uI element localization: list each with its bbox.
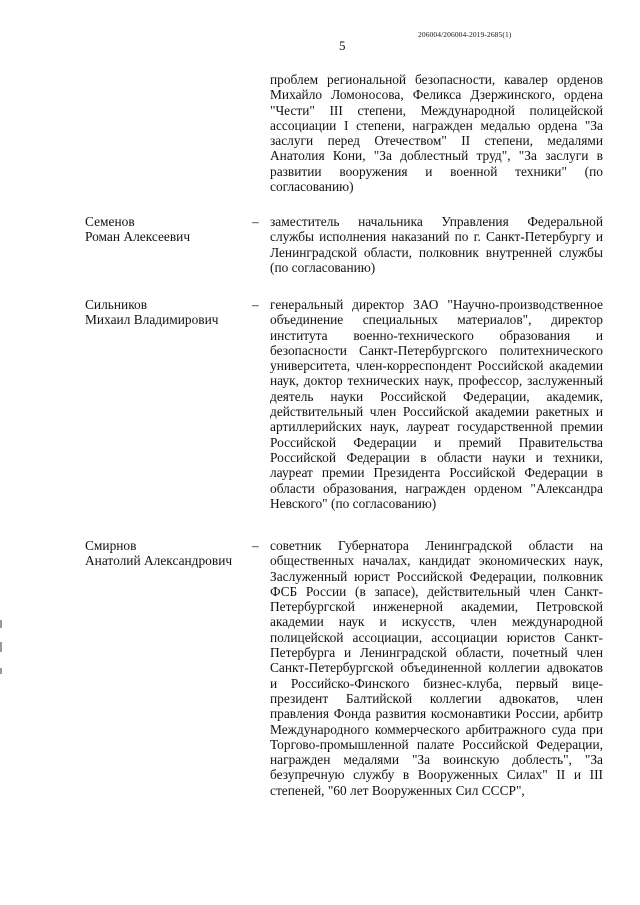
page-number: 5 xyxy=(339,38,346,53)
given-names: Роман Алексеевич xyxy=(85,229,191,245)
scan-margin-mark xyxy=(0,620,2,628)
person-description: заместитель начальника Управления Федеральной службы исполнения наказаний по г. Санкт-Петербургу и Ленинградской области, полковник внутренней службы (по согласованию) xyxy=(270,214,603,275)
document-id: 206004/206004-2019-2685(1) xyxy=(418,30,512,39)
surname: Смирнов xyxy=(85,538,137,553)
dash-separator: – xyxy=(252,297,259,312)
person-name xyxy=(85,538,255,569)
dash-separator: – xyxy=(252,538,259,553)
surname: Сильников xyxy=(85,297,148,312)
dash-separator: – xyxy=(252,214,259,229)
person-description: генеральный директор ЗАО "Научно-производственное объединение специальных материалов", директор института военно-технического образования и безопасности Санкт-Петербургского политехнического университета, член-корреспондент Российской академии наук, доктор технических наук, профессор, заслуженный деятель науки Российской Федерации, академик, действительный член Российской академии ракетных и артиллерийских наук, лауреат государственной премии Российской Федерации и премий Правительства Российской Федерации в области науки и техники, лауреат премии Президента Российской Федерации в области образования, награжден орденом "Александра Невского" (по согласованию) xyxy=(270,297,603,511)
person-name xyxy=(85,297,255,328)
given-names: Михаил Владимирович xyxy=(85,312,219,328)
scan-margin-mark xyxy=(0,668,2,674)
surname: Семенов xyxy=(85,214,135,229)
given-names: Анатолий Александрович xyxy=(85,553,233,569)
person-description: советник Губернатора Ленинградской области на общественных началах, кандидат экономических наук, Заслуженный юрист Российской Федерации, полковник ФСБ России (в запасе), действительный член Санкт-Петербургской инженерной академии, Петровской академии наук и искусств, член международной полицейской ассоциации, ассоциации юристов Санкт-Петербурга и Ленинградской области, почетный член Санкт-Петербургской объединенной коллегии адвокатов и Российско-Финского бизнес-клуба, первый вице-президент Балтийской коллегии адвокатов, член правления Фонда развития космонавтики России, арбитр Международного коммерческого арбитражного суда при Торгово-промышленной палате Российской Федерации, награжден медалями "За воинскую доблесть", "За безупречную службу в Вооруженных Силах" II и III степеней, "60 лет Вооруженных Сил СССР", xyxy=(270,538,603,798)
continuation-text: проблем региональной безопасности, кавалер орденов Михайло Ломоносова, Феликса Дзержинского, ордена "Чести" III степени, Международной полицейской ассоциации I степени, награжден медалью ордена "За заслуги перед Отечеством" II степени, медалями Анатолия Кони, "За доблестный труд", "За заслуги в развитии вооружения и военной техники" (по согласованию) xyxy=(270,72,603,195)
scan-margin-mark xyxy=(0,642,2,652)
person-name xyxy=(85,214,255,245)
